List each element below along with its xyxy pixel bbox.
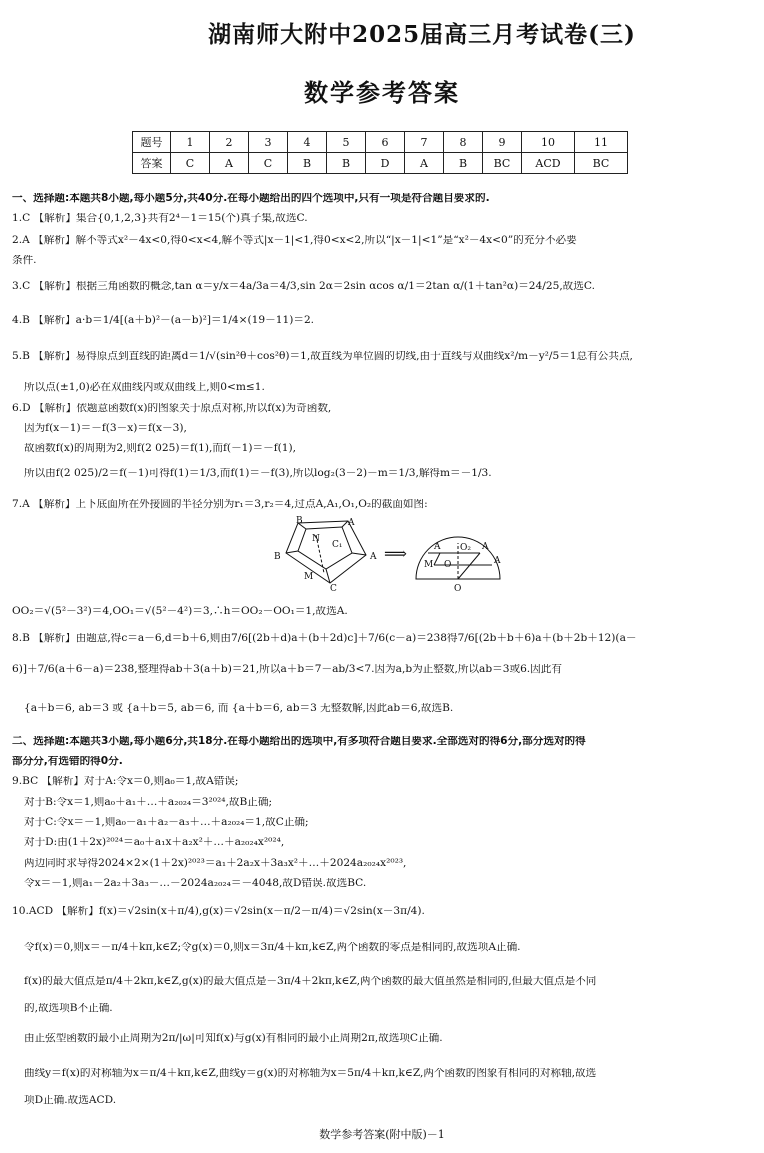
text-line: 所以由f(2 025)/2＝f(－1)可得f(1)＝1/3,而f(1)＝－f(3),所以log₂(3－2)－m＝1/3,解得m＝－1/3. (24, 468, 492, 479)
page-subtitle: 数学参考答案 (304, 78, 460, 107)
table-row-label: 答案 (133, 153, 171, 174)
page-title: 湖南师大附中2025届高三月考试卷(三) (208, 21, 636, 48)
text-line: f(x)的最大值点是π/4＋2kπ,k∈Z,g(x)的最大值点是－3π/4＋2kπ,k∈Z,两个函数的最大值虽然是相同的,但最大值点是不同 (24, 976, 597, 987)
text-line: 4.B 【解析】a·b＝1/4[(a＋b)²－(a－b)²]＝1/4×(19－11)＝2. (12, 315, 315, 326)
answer-table (132, 131, 628, 174)
section-heading: 二、选择题:本题共3小题,每小题6分,共18分.在每小题给出的选项中,有多项符合题目要求.全部选对的得6分,部分选对的得 (12, 736, 586, 747)
text-line: 因为f(x－1)＝－f(3－x)＝f(x－3), (24, 423, 187, 434)
text-line: 8.B 【解析】由题意,得c＝a－6,d＝b＋6,则由7/6[(2b＋d)a＋(b＋2d)c]＋7/6(c－a)＝238得7/6[(2b＋b＋6)a＋(b＋2b＋12)(a－ (12, 633, 637, 644)
table-cell: 4 (288, 132, 327, 153)
figure-label: A (434, 542, 441, 552)
table-cell: 5 (327, 132, 366, 153)
figure-label: A (482, 542, 489, 552)
table-cell: A (405, 153, 444, 174)
figure-label: C₁ (332, 540, 343, 550)
table-cell: ACD (522, 153, 575, 174)
table-cell: B (327, 153, 366, 174)
table-cell: BC (483, 153, 522, 174)
text-line: 6.D 【解析】依题意函数f(x)的图象关于原点对称,所以f(x)为奇函数, (12, 403, 332, 414)
frustum-diagram (286, 521, 366, 583)
table-row (133, 132, 628, 153)
table-row (133, 153, 628, 174)
text-line: 令x＝－1,则a₁－2a₂＋3a₃－…－2024a₂₀₂₄＝－4048,故D错误.故选BC. (24, 878, 367, 889)
table-cell: 6 (366, 132, 405, 153)
arrow-icon: ⟹ (384, 544, 407, 563)
table-cell: BC (575, 153, 628, 174)
table-cell: 1 (171, 132, 210, 153)
text-line: 3.C 【解析】根据三角函数的概念,tan α＝y/x＝4a/3a＝4/3,sin 2α＝2sin αcos α/1＝2tan α/(1＋tan²α)＝24/25,故选C. (12, 281, 595, 292)
table-row-label: 题号 (133, 132, 171, 153)
text-line: {a＋b＝6, ab＝3 或 {a＋b＝5, ab＝6, 而 {a＋b＝6, ab＝3 无整数解,因此ab＝6,故选B. (24, 703, 454, 714)
text-line: 由正弦型函数的最小正周期为2π/|ω|可知f(x)与g(x)有相同的最小正周期2π,故选项C正确. (24, 1033, 443, 1044)
text-line: 10.ACD 【解析】f(x)＝√2sin(x＋π/4),g(x)＝√2sin(x－π/2－π/4)＝√2sin(x－3π/4). (12, 906, 425, 917)
text-line: 条件. (12, 255, 37, 266)
table-cell: C (171, 153, 210, 174)
table-cell: C (249, 153, 288, 174)
figure-label: A (494, 556, 501, 566)
text-line: 对于B:令x＝1,则a₀＋a₁＋…＋a₂₀₂₄＝3²⁰²⁴,故B正确; (24, 797, 273, 808)
figure-label: O (454, 584, 462, 593)
figure-label: M (424, 560, 434, 570)
text-line: 项D正确.故选ACD. (24, 1095, 117, 1106)
table-cell: 7 (405, 132, 444, 153)
text-line: 6)]＋7/6(a＋6－a)＝238,整理得ab＋3(a＋b)＝21,所以a＋b＝7－ab/3<7.因为a,b为正整数,所以ab＝3或6.因此有 (12, 664, 562, 675)
text-line: 5.B 【解析】易得原点到直线的距离d＝1/√(sin²θ＋cos²θ)＝1,故直线为单位圆的切线,由于直线与双曲线x²/m－y²/5＝1总有公共点, (12, 351, 633, 362)
section-heading: 一、选择题:本题共8小题,每小题5分,共40分.在每小题给出的四个选项中,只有一项是符合题目要求的. (12, 193, 490, 204)
table-cell: 9 (483, 132, 522, 153)
text-line: 9.BC 【解析】对于A:令x＝0,则a₀＝1,故A错误; (12, 776, 239, 787)
table-cell: B (288, 153, 327, 174)
table-cell: 10 (522, 132, 575, 153)
text-line: 令f(x)＝0,则x＝－π/4＋kπ,k∈Z;令g(x)＝0,则x＝3π/4＋kπ,k∈Z,两个函数的零点是相同的,故选项A正确. (24, 942, 521, 953)
table-cell: D (366, 153, 405, 174)
table-cell: 3 (249, 132, 288, 153)
table-cell: 11 (575, 132, 628, 153)
figure-label: M (304, 572, 314, 582)
text-line: 所以点(±1,0)必在双曲线内或双曲线上,则0<m≤1. (24, 382, 265, 393)
figure-label: O₂ (460, 543, 471, 553)
figure-label: A (370, 552, 377, 562)
text-line: OO₂＝√(5²－3²)＝4,OO₁＝√(5²－4²)＝3,∴h＝OO₂－OO₁＝1,故选A. (12, 606, 348, 617)
text-line: 的,故选项B不正确. (24, 1003, 113, 1014)
table-cell: 2 (210, 132, 249, 153)
figure-label: B (274, 552, 281, 562)
figure-label: A (348, 518, 355, 528)
figure-label: N (312, 534, 320, 544)
page-footer: 数学参考答案(附中版)－1 (319, 1128, 445, 1141)
text-line: 对于D:由(1＋2x)²⁰²⁴＝a₀＋a₁x＋a₂x²＋…＋a₂₀₂₄x²⁰²⁴, (24, 837, 285, 848)
figure-label: B (296, 516, 303, 526)
text-line: 7.A 【解析】上下底面所在外接圆的半径分别为r₁＝3,r₂＝4,过点A,A₁,O₁,O₂的截面如图: (12, 499, 428, 510)
table-cell: 8 (444, 132, 483, 153)
section-heading: 部分分,有选错的得0分. (12, 756, 123, 767)
text-line: 对于C:令x＝－1,则a₀－a₁＋a₂－a₃＋…＋a₂₀₂₄＝1,故C正确; (24, 817, 309, 828)
text-line: 曲线y＝f(x)的对称轴为x＝π/4＋kπ,k∈Z,曲线y＝g(x)的对称轴为x＝5π/4＋kπ,k∈Z,两个函数的图象有相同的对称轴,故选 (24, 1068, 597, 1079)
text-line: 两边同时求导得2024×2×(1＋2x)²⁰²³＝a₁＋2a₂x＋3a₃x²＋…＋2024a₂₀₂₄x²⁰²³, (24, 858, 407, 869)
table-cell: A (210, 153, 249, 174)
frustum-figure (268, 515, 508, 593)
text-line: 2.A 【解析】解不等式x²－4x<0,得0<x<4,解不等式|x－1|<1,得0<x<2,所以“|x－1|<1”是“x²－4x<0”的充分不必要 (12, 235, 577, 246)
figure-label: O (444, 560, 452, 570)
text-line: 1.C 【解析】集合{0,1,2,3}共有2⁴－1＝15(个)真子集,故选C. (12, 213, 308, 224)
figure-label: C (330, 584, 337, 593)
table-cell: B (444, 153, 483, 174)
text-line: 故函数f(x)的周期为2,则f(2 025)＝f(1),而f(－1)＝－f(1), (24, 443, 297, 454)
